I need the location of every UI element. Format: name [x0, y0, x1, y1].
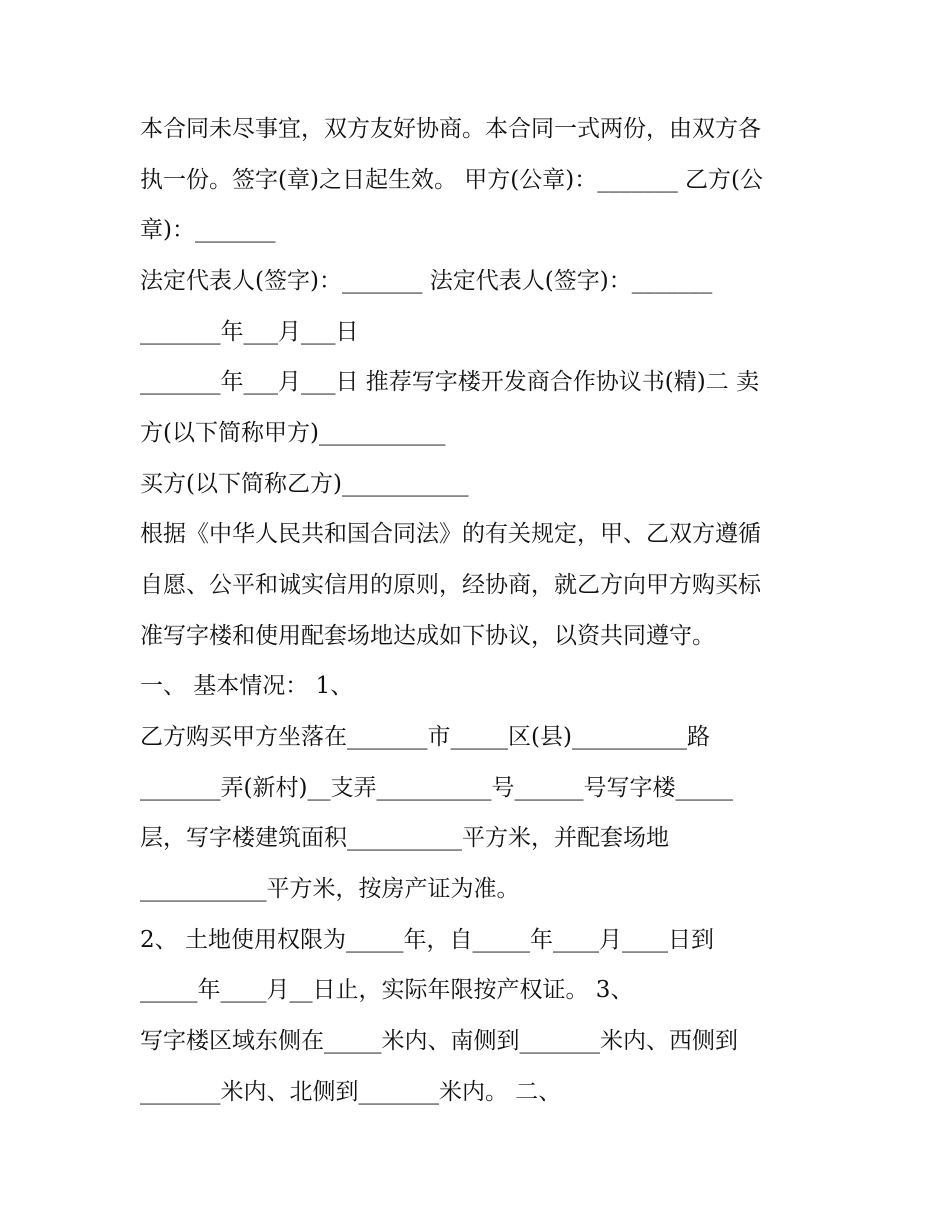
- text-line-11: 准写字楼和使用配套场地达成如下协议，以资共同遵守。: [140, 623, 715, 649]
- text-line-1: 本合同未尽事宜，双方友好协商。本合同一式两份，由双方各: [140, 116, 761, 142]
- text-line-19: 写字楼区域东侧在_____米内、南侧到_______米内、西侧到: [140, 1028, 738, 1054]
- text-line-15: 层，写字楼建筑面积__________平方米，并配套场地: [140, 825, 669, 851]
- text-line-8: 买方(以下简称乙方)___________: [140, 471, 469, 497]
- text-line-4: 法定代表人(签字)：_______ 法定代表人(签字)：_______: [140, 268, 713, 294]
- text-line-17: 2、 土地使用权限为_____年，自_____年____月____日到: [140, 927, 714, 953]
- text-line-5: _______年___月___日: [140, 319, 359, 345]
- text-line-12: 一、 基本情况： 1、: [140, 673, 354, 699]
- text-line-20: _______米内、北侧到_______米内。 二、: [140, 1079, 562, 1105]
- text-line-16: ___________平方米，按房产证为准。: [140, 876, 520, 902]
- text-line-10: 自愿、公平和诚实信用的原则，经协商，就乙方向甲方购买标: [140, 572, 761, 598]
- text-line-3: 章)：_______: [140, 217, 276, 243]
- text-line-13: 乙方购买甲方坐落在_______市_____区(县)__________路: [140, 724, 710, 750]
- text-line-14: _______弄(新村)__支弄__________号______号写字楼_____: [140, 775, 733, 801]
- text-line-6: _______年___月___日 推荐写字楼开发商合作协议书(精)二 卖: [140, 369, 760, 395]
- text-line-18: _____年____月__日止，实际年限按产权证。 3、: [140, 977, 634, 1003]
- text-line-7: 方(以下简称甲方)___________: [140, 420, 446, 446]
- text-line-9: 根据《中华人民共和国合同法》的有关规定，甲、乙双方遵循: [140, 521, 761, 547]
- text-line-2: 执一份。签字(章)之日起生效。 甲方(公章)：_______ 乙方(公: [140, 167, 763, 193]
